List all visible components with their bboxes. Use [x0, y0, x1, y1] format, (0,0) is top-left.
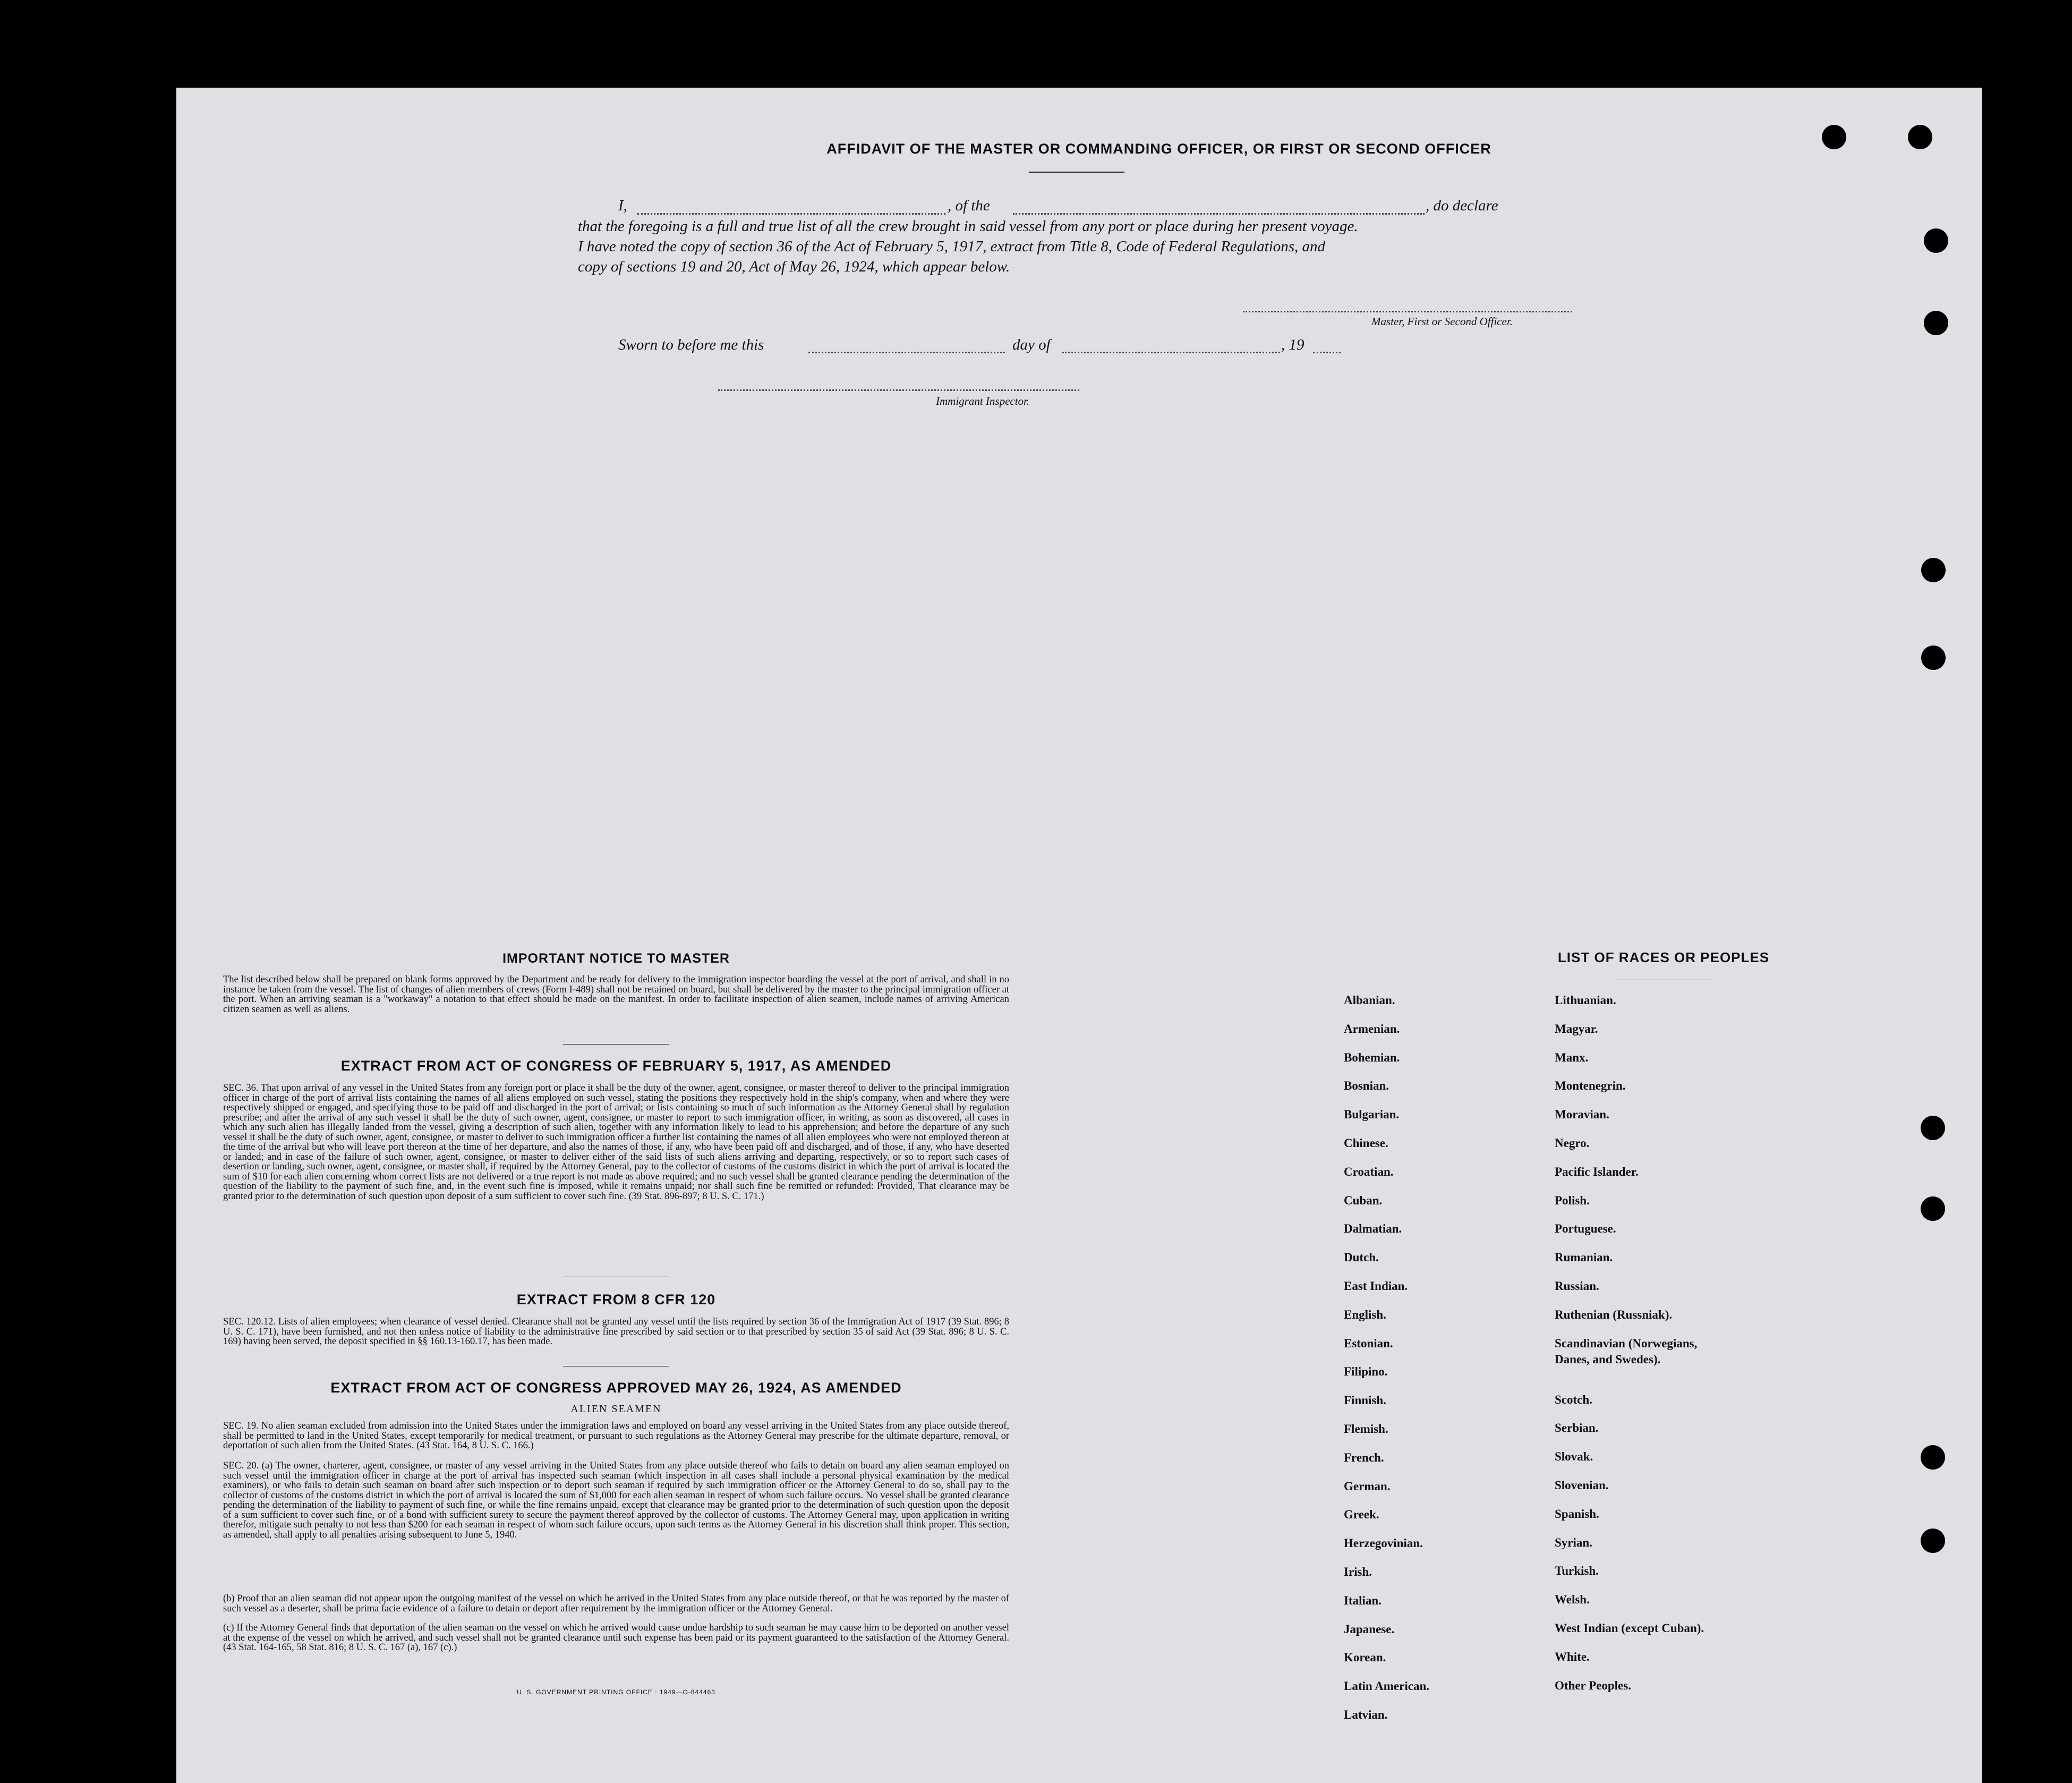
race-item: Latin American.: [1344, 1679, 1429, 1693]
race-item: Bulgarian.: [1344, 1108, 1400, 1122]
race-item: Dutch.: [1344, 1251, 1379, 1264]
punch-hole: [1921, 1529, 1945, 1553]
race-item: Filipino.: [1344, 1365, 1388, 1379]
race-item: Scotch.: [1555, 1393, 1592, 1406]
race-item: Welsh.: [1555, 1593, 1590, 1607]
race-item: White.: [1555, 1650, 1590, 1663]
race-item: Herzegovinian.: [1344, 1536, 1423, 1550]
race-item: Cuban.: [1344, 1193, 1383, 1207]
race-item: Greek.: [1344, 1508, 1379, 1522]
master-signature-line[interactable]: [1243, 311, 1572, 312]
affidavit-i-label: I,: [618, 197, 627, 214]
section-divider: [563, 1044, 669, 1045]
race-item: Estonian.: [1344, 1336, 1393, 1350]
race-item: Italian.: [1344, 1593, 1382, 1607]
race-item: Russian.: [1555, 1279, 1599, 1293]
extract-1924-sec20a: SEC. 20. (a) The owner, charterer, agent, consignee, or master of any vessel arriving in the United States from any place outside thereof who fails to detain on board any alien seaman employed on such vessel until the immigration officer in charge at the port of arrival has inspected such seaman (which inspection in all cases shall include a personal physical examination by the medical examiners), or who fails to detain such seaman on board after such inspection or to deport such seaman if required by such immigration officer or the Attorney General to do so, shall pay to the collector of customs of the customs district in which the port of arrival is located the sum of $1,000 for each alien seaman in respect of whom such failure occurs. No vessel shall be granted clearance pending the determination of the liability to payment of such fine, or while the fine remains unpaid, except that clearance may be granted prior to the determination of such question upon the deposit of a sum sufficient to cover such fine, or of a bond with sufficient surety to secure the payment thereof approved by the collector of customs. The Attorney General may, upon application in writing therefor, mitigate such penalty to not less than $200 for each seaman in respect of whom such failure occurs, upon such terms as the Attorney General in his discretion shall think proper. This section, as amended, shall apply to all penalties arising subsequent to June 5, 1940.: [223, 1461, 1009, 1540]
race-item: Albanian.: [1344, 994, 1395, 1007]
extract-1924-sec20b: (b) Proof that an alien seaman did not appear upon the outgoing manifest of the vessel on which he arrived in the United States from any place outside thereof, or that he was reported by the master of such vessel as a deserter, shall be prima facie evidence of a failure to detain or deport after requirement by the immigration officer or the Attorney General.: [223, 1593, 1009, 1614]
race-item: Syrian.: [1555, 1535, 1592, 1549]
race-item: Finnish.: [1344, 1394, 1386, 1407]
race-item: Latvian.: [1344, 1708, 1388, 1721]
race-item: Korean.: [1344, 1651, 1386, 1665]
race-item: East Indian.: [1344, 1279, 1408, 1293]
extract-cfr-title: EXTRACT FROM 8 CFR 120: [516, 1292, 716, 1307]
inspector-signature-line[interactable]: [718, 389, 1079, 391]
race-item: Armenian.: [1344, 1022, 1400, 1035]
race-item: English.: [1344, 1307, 1386, 1321]
race-item: German.: [1344, 1479, 1391, 1493]
year-label: , 19: [1281, 336, 1304, 353]
affidavit-line-4: copy of sections 19 and 20, Act of May 26, 1924, which appear below.: [578, 258, 1010, 275]
race-item: Danes, and Swedes).: [1555, 1352, 1661, 1366]
race-item: Polish.: [1555, 1193, 1590, 1207]
affidavit-line-3: I have noted the copy of section 36 of the Act of February 5, 1917, extract from Title 8, Code of Federal Regulations, and: [578, 238, 1326, 255]
extract-1924-sec19: SEC. 19. No alien seaman excluded from admission into the United States under the immigration laws and employed on board any vessel arriving in the United States from any place outside thereof, shall be permitted to land in the United States, except temporarily for medical treatment, or pursuant to such regulations as the Attorney General may prescribe for the ultimate departure, removal, or deportation of such alien from the United States. (43 Stat. 164, 8 U. S. C. 166.): [223, 1421, 1009, 1451]
form-sheet: [176, 88, 1982, 1783]
punch-hole: [1822, 125, 1846, 149]
race-item: Dalmatian.: [1344, 1222, 1402, 1236]
day-of-label: day of: [1012, 336, 1051, 353]
race-item: Turkish.: [1555, 1564, 1599, 1578]
race-item: Slovenian.: [1555, 1479, 1609, 1492]
extract-1917-title: EXTRACT FROM ACT OF CONGRESS OF FEBRUARY 5, 1917, AS AMENDED: [340, 1058, 892, 1074]
race-item: Other Peoples.: [1555, 1678, 1631, 1692]
sworn-year-blank[interactable]: [1313, 352, 1341, 353]
inspector-signature-caption: Immigrant Inspector.: [936, 395, 1030, 407]
affidavit-of-the-label: , of the: [948, 197, 990, 214]
affidavit-line-2: that the foregoing is a full and true list of all the crew brought in said vessel from any port or place during her present voyage.: [578, 218, 1358, 235]
extract-1924-sec20c: (c) If the Attorney General finds that deportation of the alien seaman on the vessel on which he arrived would cause undue hardship to such seaman he may cause him to be deported on another vessel at the expense of the vessel on which he arrived, and such vessel shall not be granted clearance until such expense has been paid or its payment guaranteed to the satisfaction of the Attorney General. (43 Stat. 164-165, 58 Stat. 816; 8 U. S. C. 167 (a), 167 (c).): [223, 1623, 1009, 1653]
punch-hole: [1924, 228, 1948, 253]
punch-hole: [1921, 1116, 1945, 1140]
punch-hole: [1921, 646, 1946, 670]
affidavit-title: AFFIDAVIT OF THE MASTER OR COMMANDING OFFICER, OR FIRST OR SECOND OFFICER: [826, 141, 1491, 157]
sworn-label: Sworn to before me this: [618, 336, 764, 353]
gpo-imprint: U. S. GOVERNMENT PRINTING OFFICE : 1949—O-844463: [517, 1688, 715, 1696]
punch-hole: [1921, 1196, 1945, 1221]
race-item: Negro.: [1555, 1136, 1590, 1150]
race-item: Bohemian.: [1344, 1050, 1400, 1064]
race-item: French.: [1344, 1450, 1384, 1464]
race-item: Chinese.: [1344, 1136, 1388, 1150]
punch-hole: [1924, 311, 1948, 335]
sworn-month-blank[interactable]: [1062, 352, 1280, 353]
extract-1924-subtitle: ALIEN SEAMEN: [570, 1403, 662, 1415]
extract-1924-title: EXTRACT FROM ACT OF CONGRESS APPROVED MAY 26, 1924, AS AMENDED: [330, 1380, 902, 1396]
notice-title: IMPORTANT NOTICE TO MASTER: [502, 951, 730, 966]
race-item: Spanish.: [1555, 1507, 1599, 1521]
punch-hole: [1908, 125, 1932, 149]
extract-1917-body: SEC. 36. That upon arrival of any vessel in the United States from any foreign port or place it shall be the duty of the owner, agent, consignee, or master thereof to deliver to the principal immigration officer in charge of the port of arrival lists containing the names of all aliens employed on such vessel, stating the positions they respectively hold in the ship's company, when and where they were respectively shipped or engaged, and specifying those to be paid off and discharged in the port of arrival; or lists containing so much of such information as the Attorney General shall by regulation prescribe; and after the arrival of any such vessel it shall be the duty of such owner, agent, consignee, or master to report to such immigration officer, in writing, as soon as discovered, all cases in which any such alien has illegally landed from the vessel, giving a description of such alien, together with any information likely to lead to his apprehension; and before the departure of any such vessel it shall be the duty of such owner, agent, consignee, or master to deliver to such immigration officer a further list containing the names of all alien employees who were not employed thereon at the time of the arrival but who will leave port thereon at the time of her departure, and also the names of those, if any, who have been paid off and discharged, and of those, if any, who have deserted or landed; and in case of the failure of such owner, agent, consignee, or master to deliver either of the said lists of such aliens arriving and departing, respectively, or so to report such cases of desertion or landing, such owner, agent, consignee, or master shall, if required by the Attorney General, pay to the collector of customs of the customs district in which the port of arrival is located the sum of $10 for each alien concerning whom correct lists are not delivered or a true report is not made as above required; and no such vessel shall be granted clearance pending the determination of the question of the liability to the payment of such fine, and, in the event such fine is imposed, while it remains unpaid; nor shall such fine be remitted or refunded: Provided, That clearance may be granted prior to the determination of such question upon deposit of a sum sufficient to cover such fine. (39 Stat. 896-897; 8 U. S. C. 171.): [223, 1083, 1009, 1202]
punch-hole: [1921, 1445, 1945, 1470]
race-item: Irish.: [1344, 1565, 1372, 1578]
sworn-day-blank[interactable]: [808, 352, 1005, 353]
title-underline: [1029, 172, 1124, 173]
race-item: Manx.: [1555, 1050, 1589, 1064]
race-item: Moravian.: [1555, 1108, 1609, 1122]
race-item: Montenegrin.: [1555, 1079, 1626, 1093]
notice-body: The list described below shall be prepared on blank forms approved by the Department and be ready for delivery to the immigration inspector boarding the vessel at the port of arrival, and shall in no instance be taken from the vessel. The list of changes of alien members of crews (Form I-489) shall not be retained on board, but shall be delivered by the master to the principal immigration officer at the port. When an arriving seaman is a "workaway" a notation to that effect should be made on the manifest. In order to facilitate inspection of alien seamen, include names of arriving American citizen seamen as well as aliens.: [223, 974, 1009, 1015]
race-item: West Indian (except Cuban).: [1555, 1621, 1704, 1635]
race-item: Japanese.: [1344, 1622, 1395, 1636]
affidavit-do-declare: , do declare: [1426, 197, 1498, 214]
race-item: Lithuanian.: [1555, 994, 1616, 1007]
punch-hole: [1921, 558, 1946, 582]
race-item: Flemish.: [1344, 1422, 1388, 1436]
race-item: Serbian.: [1555, 1421, 1599, 1435]
race-item: Magyar.: [1555, 1022, 1598, 1035]
master-name-blank[interactable]: [637, 213, 945, 215]
race-item: Rumanian.: [1555, 1251, 1613, 1264]
races-title: LIST OF RACES OR PEOPLES: [1557, 949, 1770, 965]
race-item: Bosnian.: [1344, 1079, 1389, 1093]
race-item: Scandinavian (Norwegians,: [1555, 1336, 1698, 1350]
race-item: Pacific Islander.: [1555, 1165, 1639, 1178]
race-item: Slovak.: [1555, 1450, 1593, 1464]
race-item: Ruthenian (Russniak).: [1555, 1307, 1673, 1321]
master-signature-caption: Master, First or Second Officer.: [1371, 315, 1513, 328]
extract-cfr-body: SEC. 120.12. Lists of alien employees; when clearance of vessel denied. Clearance shall not be granted any vessel until the lists required by section 36 of the Immigration Act of 1917 (39 Stat. 896; 8 U. S. C. 171), have been furnished, and not then unless notice of liability to the administrative fine prescribed by said section or to that prescribed by section 35 of said Act (39 Stat. 896; 8 U. S. C. 169) having been served, the deposit specified in §§ 160.13-160.17, has been made.: [223, 1317, 1009, 1347]
race-item: Croatian.: [1344, 1165, 1394, 1178]
vessel-name-blank[interactable]: [1013, 213, 1425, 215]
race-item: Portuguese.: [1555, 1222, 1616, 1236]
